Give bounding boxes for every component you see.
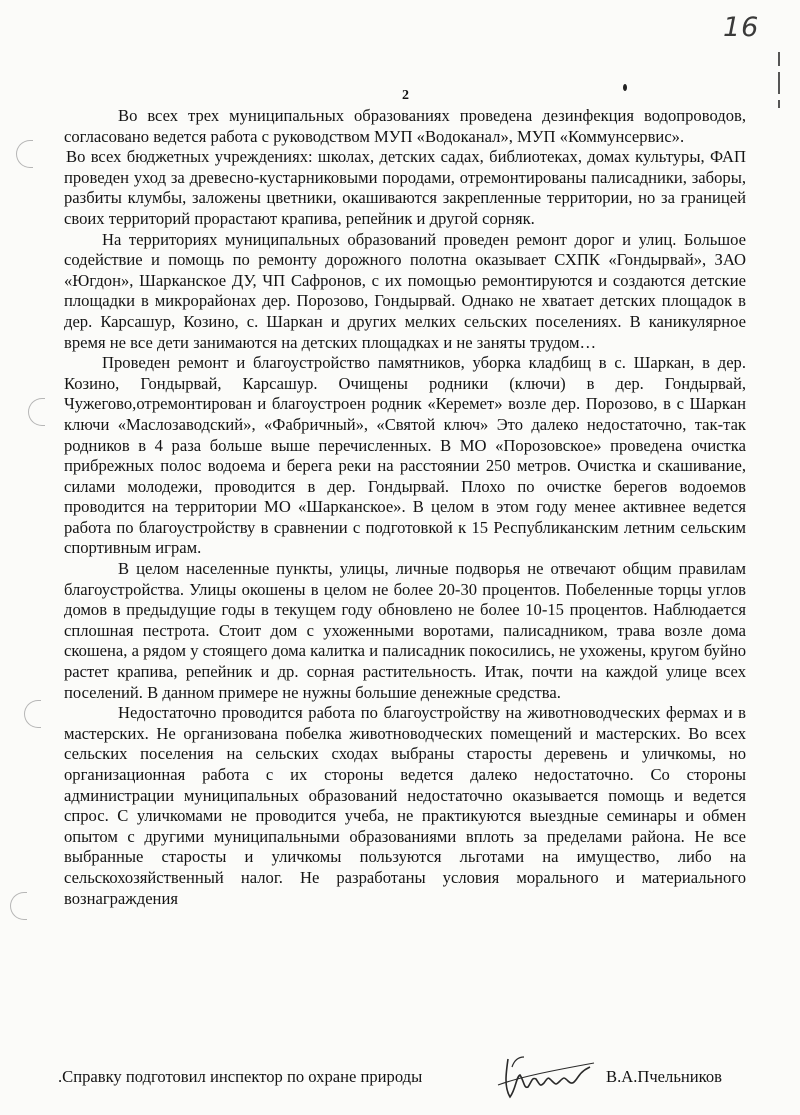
hole-punch-mark xyxy=(28,398,45,426)
paragraph-disinfection: Во всех трех муниципальных образованиях проведена дезинфекция водопроводов, согласовано ведется работа с руководством МУП «Водоканал», МУП «Коммунсервис». xyxy=(64,106,746,146)
hole-punch-mark xyxy=(16,140,33,168)
hole-punch-mark xyxy=(24,700,41,728)
paragraph-roads: На территориях муниципальных образований проведен ремонт дорог и улиц. Большое содействие и помощь по ремонту дорожного полотна оказывает СХПК «Гондырвай», ЗАО «Югдон», Шарканское ДУ, ЧП Сафронов, с их помощью ремонтируются и создаются детские площадки в микрорайонах дер. Порозово, Гондырвай. Однако не хватает детских площадок в дер. Карсашур, Козино, с. Шаркан и других мелких сельских поселениях. В каникулярное время не все дети занимаются на детских площадках и не заняты трудом… xyxy=(64,229,746,352)
paragraph-settlements: В целом населенные пункты, улицы, личные подворья не отвечают общим правилам благоустройства. Улицы окошены в целом не более 20-30 процентов. Побеленные торцы углов домов в предыдущие годы в текущем году обновлено не более 10-15 процентов. Наблюдается сплошная пестрота. Стоит дом с ухоженными воротами, палисадником, трава возле дома скошена, а рядом у стоящего дома калитка и палисадник покосились, не ухожены, кругом буйно растет крапива, репейник и др. сорная растительность. Итак, почти на каждой улице всех поселений. В данном примере не нужны большие денежные средства. xyxy=(64,559,746,702)
prepared-by-text: .Справку подготовил инспектор по охране природы xyxy=(58,1067,423,1086)
ink-speck xyxy=(623,84,627,91)
paragraph-budget-institutions: Во всех бюджетных учреждениях: школах, детских садах, библиотеках, домах культуры, ФАП проведен уход за древесно-кустарниковыми породами, отремонтированы палисадники, заборы, разбиты клумбы, заложены цветники, окашиваются закрепленные территории, но за границей своих территорий прорастают крапива, репейник и другой сорняк. xyxy=(64,147,746,228)
page-number: 2 xyxy=(402,88,409,103)
handwritten-page-number: 16 xyxy=(723,12,760,43)
handwritten-signature xyxy=(490,1037,600,1107)
paragraph-monuments-springs: Проведен ремонт и благоустройство памятников, уборка кладбищ в с. Шаркан, в дер. Козино, Гондырвай, Карсашур. Очищены родники (ключи) в дер. Гондырвай, Чужегово,отремонтирован и благоустроен родник «Керемет» возле дер. Порозово, в с Шаркан ключи «Маслозаводский», «Фабричный», «Святой ключ» Это далеко недостаточно, так-так родников в 4 раза больше выше перечисленных. В МО «Порозовское» проведена очистка прибрежных полос водоема и берега реки на расстоянии 250 метров. Очистка и скашивание, силами молодежи, проводится в дер. Гондырвай. Плохо по очистке берегов водоемов проводится на территории МО «Шарканское». В целом в этом году менее активнее ведется работа по благоустройству в сравнении с подготовкой к 15 Республиканским летним сельским спортивным играм. xyxy=(64,353,746,558)
hole-punch-mark xyxy=(10,892,27,920)
paragraph-farms: Недостаточно проводится работа по благоустройству на животноводческих фермах и в мастерских. Не организована побелка животноводческих помещений и мастерских. Во всех сельских поселения на сельских сходах выбраны старосты деревень и уличкомы, но организационная работа с их стороны ведется далеко недостаточно. Со стороны администрации муниципальных образований недостаточно оказывается помощь и ведется спрос. С уличкомами не проводится учеба, не практикуются выездные семинары и обмен опытом с другими муниципальными образованиями вплоть за пределами района. Не все выбранные старосты и уличкомы пользуются льготами на имущество, либо на сельскохозяйственный налог. Не разработаны условия морального и материального вознаграждения xyxy=(64,703,746,908)
scan-edge-marks xyxy=(778,52,784,112)
signer-name: В.А.Пчельников xyxy=(606,1067,723,1086)
document-body xyxy=(64,106,746,909)
